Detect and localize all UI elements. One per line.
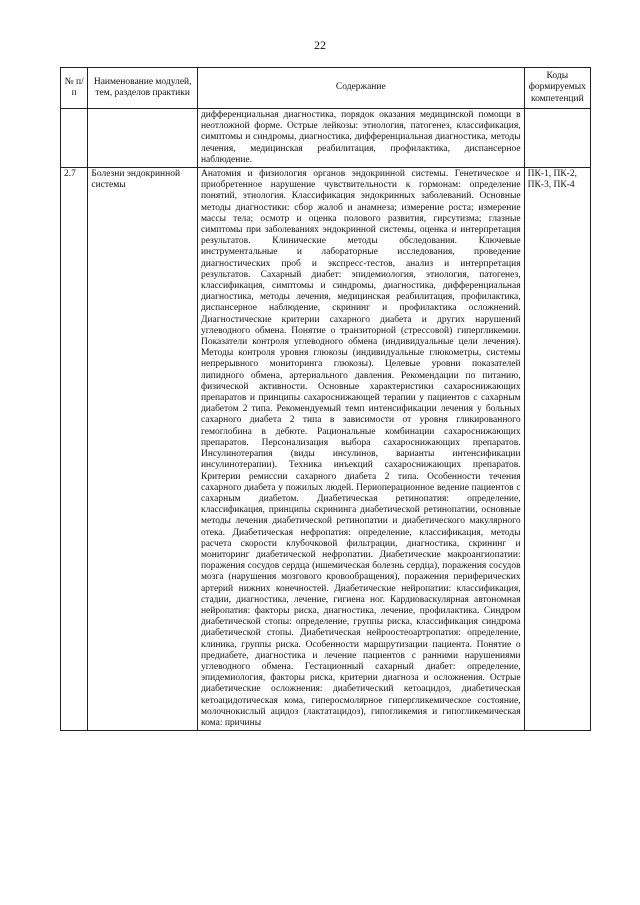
table-header-row — [61, 68, 591, 109]
header-name: Наименование модулей, тем, разделов практики — [88, 68, 198, 109]
table-row — [61, 109, 591, 168]
header-codes: Коды формируемых компетенций — [524, 68, 590, 109]
row-codes: ПК-1, ПК-2, ПК-3, ПК-4 — [524, 168, 590, 731]
row-name — [88, 109, 198, 168]
page-number: 22 — [314, 38, 326, 52]
header-num: № п/п — [61, 68, 88, 109]
row-num — [61, 109, 88, 168]
table-row — [61, 168, 591, 731]
row-content: Анатомия и физиология органов эндокринной системы. Генетическое и приобретенное нарушение чувствительности к гормонам: определение понятий, этиология. Классификация эндокринных заболеваний. Основные методы диагностики: сбор жалоб и анамнеза; измерение роста; измерение массы тела; осмотр и оценка полового развития, гирсутизма; глазные симптомы при заболеваниях эндокринной системы, оценка и интерпретация результатов. Клинические методы обследования. Ключевые инструментальные и лабораторные исследования, проведение диагностических проб и экспресс-тестов, анализ и интерпретация результатов. Сахарный диабет: эпидемиология, этиология, патогенез, классификация, симптомы и синдромы, диагностика, дифференциальная диагностика, методы лечения, медицинская реабилитация, профилактика, диспансерное наблюдение, скрининг и профилактика осложнений. Диагностические критерии сахарного диабета и других нарушений углеводного обмена. Понятие о транзиторной (стрессовой) гипергликемии. Показатели контроля углеводного обмена (индивидуальные цели лечения). Методы контроля уровня глюкозы (индивидуальные глюкометры, системы непрерывного мониторинга глюкозы). Целевые уровни показателей липидного обмена, артериального давления. Рекомендации по питанию, физической активности. Основные характеристики сахароснижающих препаратов и принципы сахароснижающей терапии у пациентов с сахарным диабетом 2 типа. Рекомендуемый темп интенсификации лечения у больных сахарного диабета 2 типа в зависимости от уровня гликированного гемоглобина в дебюте. Рациональные комбинации сахароснижающих препаратов. Персонализация выбора сахароснижающих препаратов. Инсулинотерапия (виды инсулинов, варианты интенсификации инсулинотерапии). Техника инъекций сахароснижающих препаратов. Критерии ремиссии сахарного диабета 2 типа. Особенности течения сахарного диабета у пожилых людей. Периоперационное ведение пациентов с сахарным диабетом. Диабетическая ретинопатия: определение, классификация, принципы скрининга диабетической ретинопатии, основные методы лечения диабетической ретинопатии и диабетического макулярного отека. Диабетическая нефропатия: определение, классификация, методы расчета скорости клубочковой фильтрации, диагностика, скрининг и мониторинг диабетической нефропатии. Диабетические макроангиопатии: поражения сосудов сердца (ишемическая болезнь сердца), поражения сосудов мозга (нарушения мозгового кровообращения), поражения периферических артерий нижних конечностей. Диабетические нейропатии: классификация, стадии, диагностика, лечение, гигиена ног. Кардиоваскулярная автономная нейропатия: факторы риска, диагностика, лечение, профилактика. Синдром диабетической стопы: определение, группы риска, классификация синдрома диабетической стопы. Диабетическая нейроостеоартропатия: определение, клиника, группы риска. Особенности маршрутизации пациента. Понятие о предиабете, диагностика и лечение пациентов с ранними нарушениями углеводного обмена. Гестационный сахарный диабет: определение, эпидемиология, факторы риска, критерии диагноза и осложнения. Острые диабетические осложнения: диабетический кетоацидоз, диабетическая кетоацидотическая кома, гиперосмолярное гипергликемическое состояние, молочнокислый ацидоз (лактатацидоз), гипогликемия и гипогликемическая кома: причины — [197, 168, 524, 731]
row-num: 2.7 — [61, 168, 88, 731]
curriculum-table — [60, 67, 591, 731]
header-content: Содержание — [197, 68, 524, 109]
row-content: дифференциальная диагностика, порядок оказания медицинской помощи в неотложной форме. Острые лейкозы: этиология, патогенез, классификация, симптомы и синдромы, диагностика, дифференциальная диагностика, методы лечения, медицинская реабилитация, профилактика, диспансерное наблюдение. — [197, 109, 524, 168]
row-name: Болезни эндокринной системы — [88, 168, 198, 731]
row-codes — [524, 109, 590, 168]
